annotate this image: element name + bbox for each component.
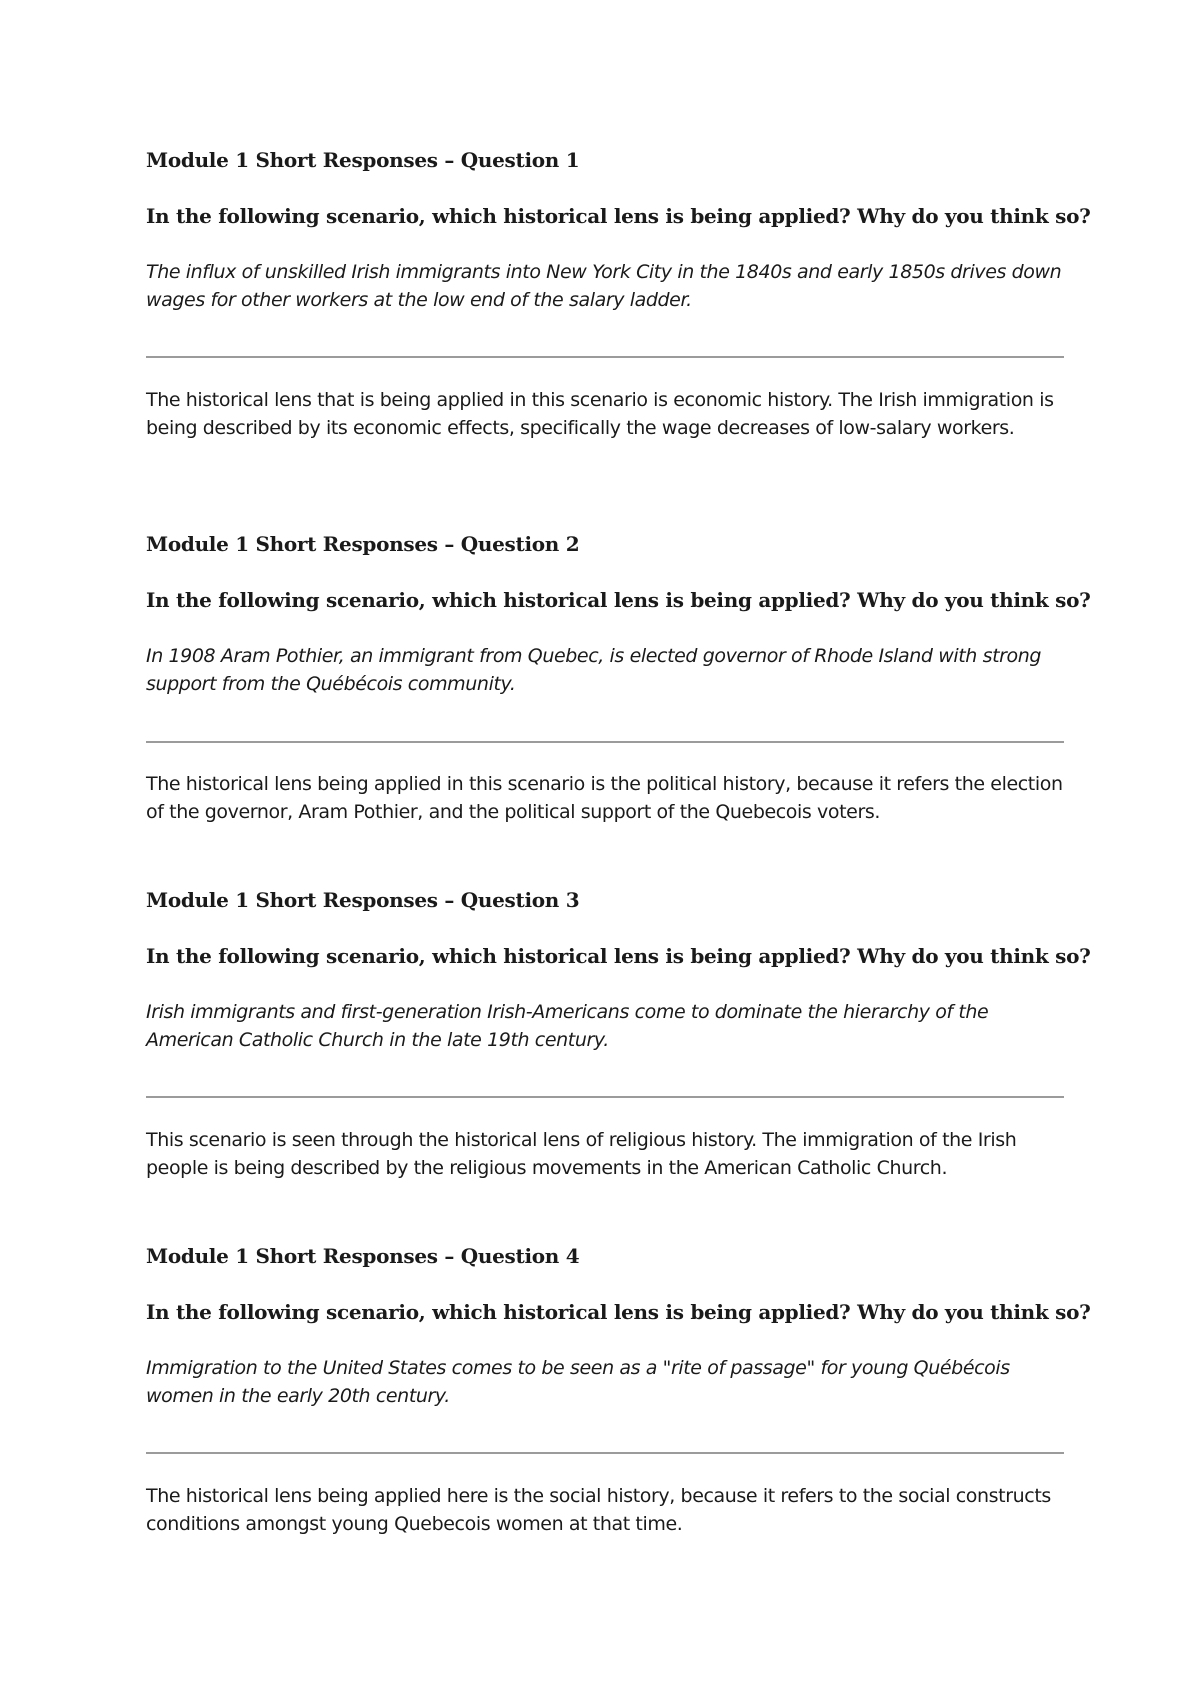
question-title: Module 1 Short Responses – Question 1: [146, 148, 580, 172]
scenario-text: Irish immigrants and first-generation Irish-Americans come to dominate the hierarchy of the American Catholic Church in the late 19th century.: [146, 1001, 989, 1051]
scenario-text: The influx of unskilled Irish immigrants into New York City in the 1840s and early 1850s drives down wages for other workers at the low end of the salary ladder.: [146, 261, 1062, 311]
answer-text: The historical lens that is being applied in this scenario is economic history. The Irish immigration is being described by its economic effects, specifically the wage decreases of low-salary workers.: [146, 389, 1054, 439]
scenario-text: Immigration to the United States comes to be seen as a "rite of passage" for young Québécois women in the early 20th century.: [146, 1357, 1010, 1407]
question-prompt: In the following scenario, which historical lens is being applied? Why do you think so?: [146, 944, 1091, 968]
divider-line: [146, 1096, 1064, 1098]
scenario-text: In 1908 Aram Pothier, an immigrant from Quebec, is elected governor of Rhode Island with strong support from the Québécois community.: [146, 645, 1042, 695]
divider-line: [146, 741, 1064, 743]
question-title: Module 1 Short Responses – Question 3: [146, 888, 580, 912]
answer-text: The historical lens being applied in this scenario is the political history, because it refers the election of the governor, Aram Pothier, and the political support of the Quebecois voters.: [146, 773, 1063, 823]
answer-text: This scenario is seen through the historical lens of religious history. The immigration of the Irish people is being described by the religious movements in the American Catholic Church.: [146, 1129, 1017, 1179]
question-prompt: In the following scenario, which historical lens is being applied? Why do you think so?: [146, 204, 1091, 228]
question-prompt: In the following scenario, which historical lens is being applied? Why do you think so?: [146, 1300, 1091, 1324]
answer-text: The historical lens being applied here is the social history, because it refers to the social constructs conditions amongst young Quebecois women at that time.: [146, 1485, 1051, 1535]
question-title: Module 1 Short Responses – Question 4: [146, 1244, 580, 1268]
divider-line: [146, 356, 1064, 358]
question-prompt: In the following scenario, which historical lens is being applied? Why do you think so?: [146, 588, 1091, 612]
question-title: Module 1 Short Responses – Question 2: [146, 532, 580, 556]
divider-line: [146, 1452, 1064, 1454]
